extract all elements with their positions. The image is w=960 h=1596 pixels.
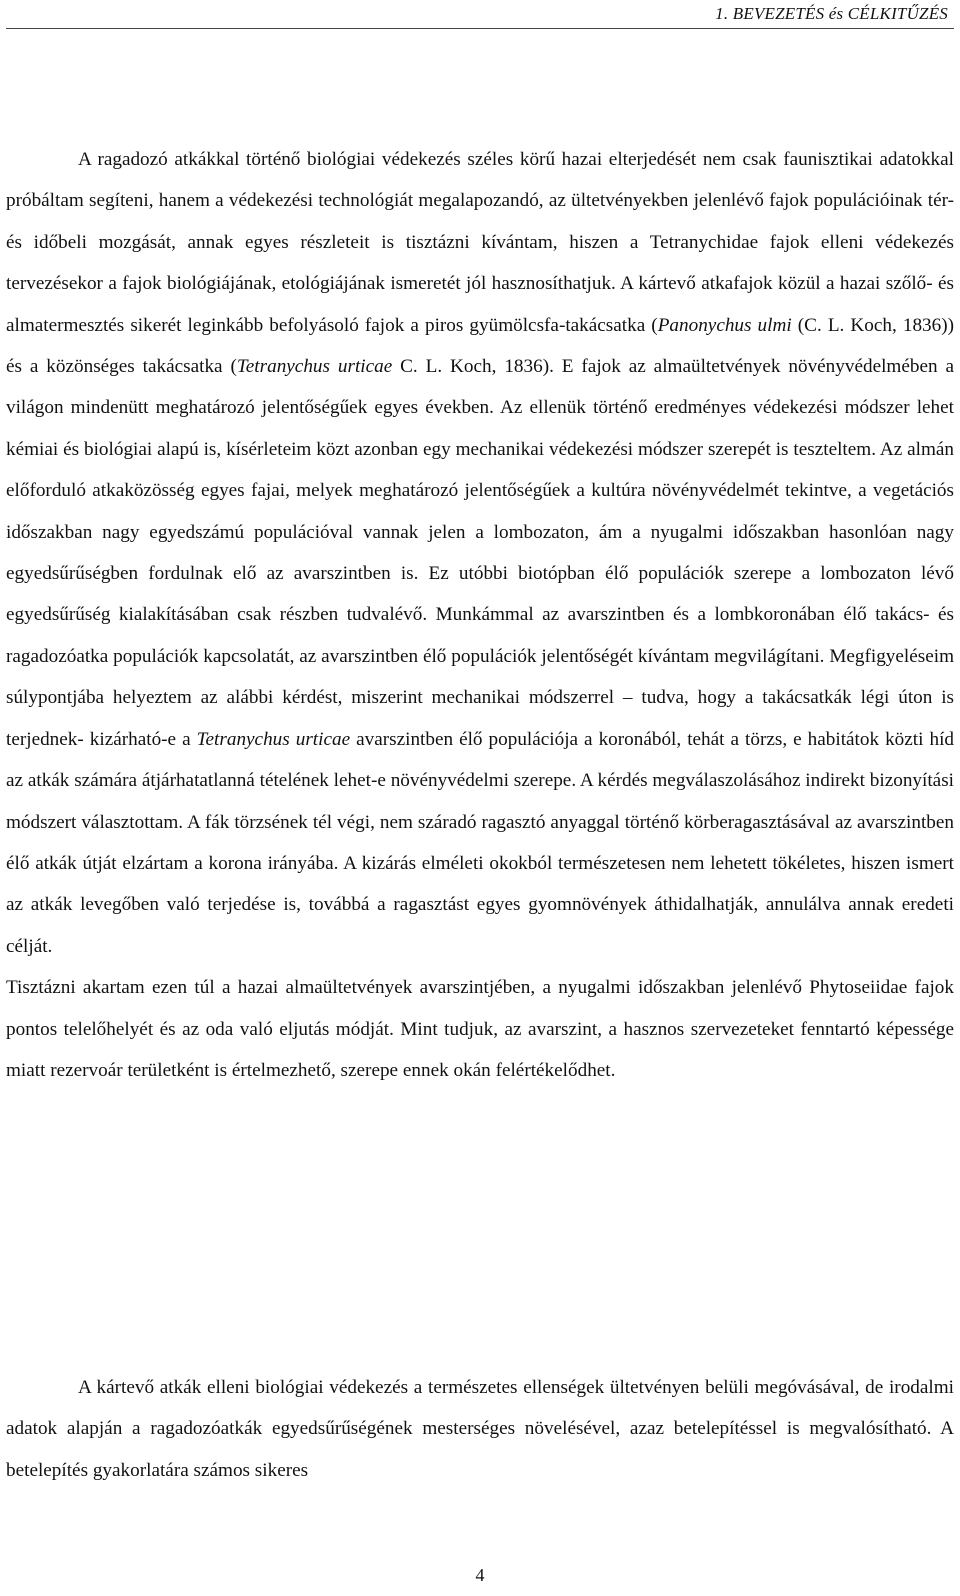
species-name: Panonychus ulmi: [657, 314, 792, 336]
paragraph-2: [6, 967, 954, 1091]
page-number: 4: [475, 1565, 485, 1585]
text-run: Tisztázni akartam ezen túl a hazai almaültetvények avarszintjében, a nyugalmi időszakban jelenlévő Phytoseiidae fajok pontos telelőhelyét és az oda való eljutás módját. Mint tudjuk, az avarszint, a hasznos szervezeteket fenntartó képessége miatt rezervoár területként is értelmezhető, szerepe ennek okán felértékelődhet.: [6, 977, 954, 1081]
paragraph-1: [6, 139, 954, 967]
body-block-1: [6, 139, 954, 1091]
text-run: C. L. Koch, 1836). E fajok az almaültetvények növényvédelmében a világon mindenütt meghatározó jelentőségűek egyes években. Az ellenük történő eredményes védekezési módszer lehet kémiai és biológiai alapú is, kísérleteim közt azonban egy mechanikai védekezési módszer szerepét is teszteltem. Az almán előforduló atkaközösség egyes fajai, melyek meghatározó jelentőségűek a kultúra növényvédelmét tekintve, a vegetációs időszakban nagy egyedszámú populációval vannak jelen a lombozaton, ám a nyugalmi időszakban hasonlóan nagy egyedsűrűségben fordulnak elő az avarszintben is. Ez utóbbi biotópban élő populációk szerepe a lombozaton lévő egyedsűrűség kialakításában csak részben tudvalévő. Munkámmal az avarszintben és a lombkoronában élő takács- és ragadozóatka populációk kapcsolatát, az avarszintben élő populációk jelentőségét kívántam megvilágítani. Megfigyeléseim súlypontjába helyeztem az alábbi kérdést, miszerint mechanikai módszerrel – tudva, hogy a takácsatkák légi úton is terjednek- kizárható-e a: [6, 356, 954, 750]
text-run: A kártevő atkák elleni biológiai védekezés a természetes ellenségek ültetvényen belüli megóvásával, de irodalmi adatok alapján a ragadozóatkák egyedsűrűségének mesterséges növelésével, azaz betelepítéssel is megvalósítható. A betelepítés gyakorlatára számos sikeres: [6, 1377, 954, 1481]
body-block-2: [6, 1367, 954, 1491]
species-name: Tetranychus urticae: [196, 728, 351, 750]
paragraph-3: [6, 1367, 954, 1491]
running-header: 1. BEVEZETÉS és CÉLKITŰZÉS: [715, 4, 948, 23]
text-run: A ragadozó atkákkal történő biológiai védekezés széles körű hazai elterjedését nem csak faunisztikai adatokkal próbáltam segíteni, hanem a védekezési technológiát megalapozandó, az ültetvényekben jelenlévő fajok populációinak tér- és időbeli mozgását, annak egyes részleteit is tisztázni kívántam, hiszen a Tetranychidae fajok elleni védekezés tervezésekor a fajok biológiájának, etológiájának ismeretét jól hasznosíthatjuk. A kártevő atkafajok közül a hazai szőlő- és almatermesztés sikerét leginkább befolyásoló fajok a piros gyümölcsfa-takácsatka (: [6, 149, 954, 336]
header-rule: [6, 28, 954, 29]
text-run: (C. L. Koch, 1836)) és a közönséges takácsatka (: [6, 314, 954, 378]
species-name: Tetranychus urticae: [236, 356, 393, 378]
text-run: avarszintben élő populációja a koronából, tehát a törzs, e habitátok közti híd az atkák számára átjárhatatlanná tételének lehet-e növényvédelmi szerepe. A kérdés megválaszolásához indirekt bizonyítási módszert választottam. A fák törzsének tél végi, nem száradó ragasztó anyaggal történő körberagasztásával az avarszintben élő atkák útját elzártam a korona irányába. A kizárás elméleti okokból természetesen nem lehetett tökéletes, hiszen ismert az atkák levegőben való terjedése is, továbbá a ragasztást egyes gyomnövények áthidalhatják, annulálva annak eredeti célját.: [6, 728, 954, 957]
